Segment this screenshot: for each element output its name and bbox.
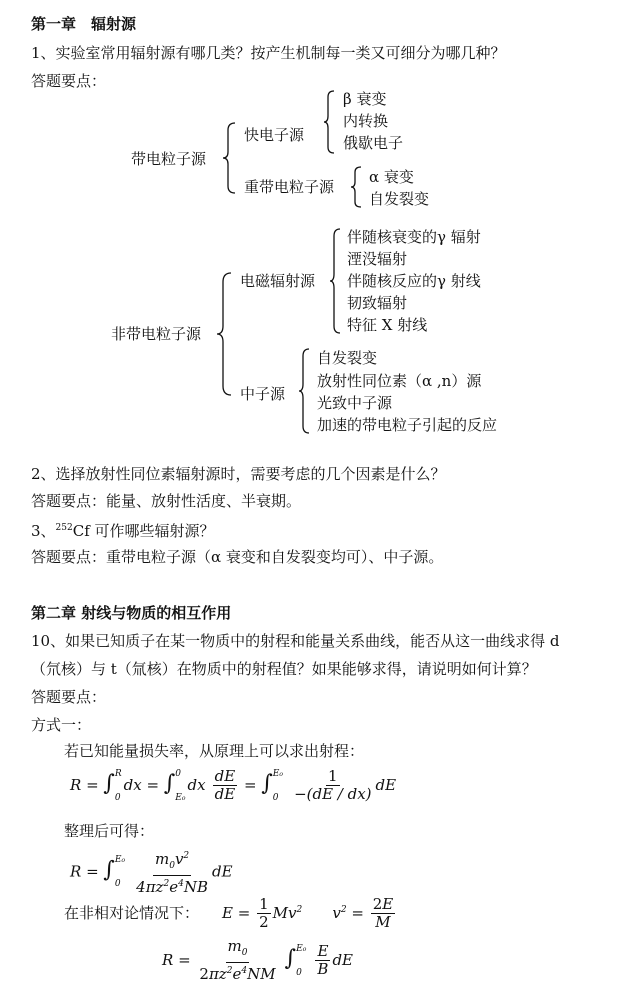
em-item: 伴随核反应的γ 射线: [347, 272, 481, 290]
question-10-line2: （氘核）与 t（氚核）在物质中的射程值？如果能够求得，请说明如何计算？: [31, 660, 537, 678]
equation-energy: E = $\frac{1}{2}$ Mv$^2$ $v^2$ = $\frac{2E}{M}$: [222, 895, 394, 931]
method-label: 方式一：: [31, 716, 92, 734]
em-item: 伴随核衰变的γ 辐射: [347, 228, 481, 246]
em-item: 特征 X 射线: [347, 316, 428, 334]
brace-em: [329, 228, 341, 334]
question-2: 2、选择放射性同位素辐射源时，需要考虑的几个因素是什么？: [31, 465, 446, 483]
brace-neutron: [298, 348, 310, 434]
neutron-item: 加速的带电粒子引起的反应: [317, 416, 498, 434]
chapter1-title: 第一章 辐射源: [31, 15, 137, 33]
tree-uncharged: 非带电粒子源: [111, 325, 202, 343]
paragraph-nonrelativistic: 在非相对论情况下：: [64, 904, 200, 922]
question-1: 1、实验室常用辐射源有哪几类？按产生机制每一类又可细分为哪几种？: [31, 44, 506, 62]
heavy-item: 自发裂变: [369, 190, 430, 208]
answer-2: 答题要点：能量、放射性活度、半衰期。: [31, 492, 302, 510]
tree-heavy: 重带电粒子源: [244, 178, 335, 196]
question-3: 3、$^{252}$Cf 可作哪些辐射源？: [31, 522, 215, 540]
brace-heavy: [350, 166, 362, 208]
answer-label-2: 答题要点：: [31, 688, 107, 706]
chapter2-title: 第二章 射线与物质的相互作用: [31, 604, 232, 622]
neutron-item: 放射性同位素（α ,n）源: [317, 372, 482, 390]
fast-item: 内转换: [343, 112, 389, 130]
fast-item: β 衰变: [343, 90, 387, 108]
answer-3: 答题要点：重带电粒子源（α 衰变和自发裂变均可）、中子源。: [31, 548, 444, 566]
answer-label-1: 答题要点：: [31, 72, 107, 90]
em-item: 韧致辐射: [347, 294, 408, 312]
tree-charged: 带电粒子源: [131, 150, 207, 168]
neutron-item: 自发裂变: [317, 349, 378, 367]
equation-range-nonrel: R = $\frac{m_0}{2\pi z^2e^4NM}$ ∫ E₀ 0 $\frac{E}{B}$ dE: [162, 937, 353, 983]
tree-neutron: 中子源: [240, 385, 286, 403]
fast-item: 俄歇电子: [343, 134, 404, 152]
paragraph-simplify: 整理后可得：: [64, 822, 155, 840]
equation-range-integral: R = ∫ R 0 dx = ∫ 0 E₀ dx $\frac{dE}{dE}$ = ∫ E₀ 0 $\frac{1}{-(dE / dx)}$ dE: [70, 767, 397, 803]
neutron-item: 光致中子源: [317, 394, 393, 412]
paragraph-range: 若已知能量损失率，从原理上可以求出射程：: [64, 742, 365, 760]
brace-fast: [323, 90, 335, 154]
heavy-item: α 衰变: [369, 168, 414, 186]
equation-range-result: R = ∫ E₀ 0 $\frac{m_0v^2}{4\pi z^2e^4NB}$ dE: [70, 850, 233, 896]
em-item: 湮没辐射: [347, 250, 408, 268]
question-10-line1: 10、如果已知质子在某一物质中的射程和能量关系曲线，能否从这一曲线求得 d: [31, 632, 560, 650]
tree-em: 电磁辐射源: [240, 272, 316, 290]
brace-charged: [222, 122, 236, 194]
tree-fast-electron: 快电子源: [244, 126, 305, 144]
brace-uncharged: [216, 272, 232, 396]
